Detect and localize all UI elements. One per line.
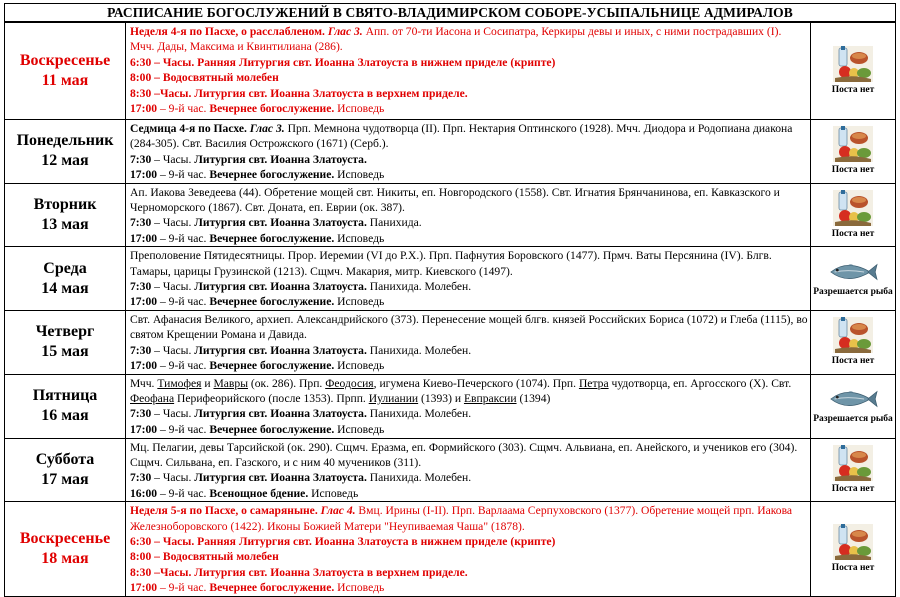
service-line: 8:00 – Водосвятный молебен — [130, 550, 279, 564]
weekday-label: Вторник — [33, 195, 97, 213]
morning-service-line — [130, 279, 808, 294]
day-cell — [5, 23, 126, 120]
fast-cell — [811, 502, 896, 596]
weekday-label: Воскресенье — [19, 529, 111, 547]
commemoration-text: Перифеорийского (после 1353). Прпп. — [174, 391, 369, 405]
evening-service-line — [130, 101, 808, 116]
fast-cell — [811, 438, 896, 502]
service-time: 17:00 — [130, 168, 158, 182]
schedule-row — [5, 374, 896, 438]
fish-icon — [827, 387, 879, 411]
service-name: Литургия свт. Иоанна Златоуста. — [191, 280, 367, 294]
feast-title: Седмица 4-я по Пасхе. — [130, 122, 247, 135]
fast-cell — [811, 183, 896, 247]
services-cell — [126, 120, 811, 184]
saints-commemoration — [130, 248, 808, 279]
morning-service-line — [130, 215, 808, 230]
commemoration-text: Апп. от 70-ти Иасона и Сосипатра, Керкиры девы и иных, с ними пострадавших (I). Мчч. Дады, Максима и Квинтилиана (286). — [130, 25, 782, 54]
weekday-label: Воскресенье — [19, 52, 111, 69]
commemoration-text: (1393) и — [418, 391, 464, 405]
fast-label: Поста нет — [831, 483, 875, 494]
saints-commemoration — [130, 503, 808, 534]
tone-label: Глас 3. — [249, 122, 285, 135]
food-no-fast-icon — [833, 524, 873, 560]
service-extra: Исповедь — [334, 581, 385, 595]
saints-commemoration — [130, 24, 808, 55]
commemoration-text: Ап. Иакова Зеведеева (44). Обретение мощей свт. Никиты, еп. Новгородского (1558). Свт. Игнатия Брянчанинова, еп. Кавказского и Черноморского (1867). Свт. Доната, еп. Еврии (ок. 387). — [130, 185, 780, 215]
service-name: Вечернее богослужение. — [206, 422, 335, 436]
evening-service-line — [130, 294, 808, 309]
service-time: 7:30 — [130, 471, 152, 485]
day-cell — [5, 120, 126, 184]
saints-commemoration — [130, 121, 808, 152]
services-cell — [126, 247, 811, 311]
fast-label: Поста нет — [831, 356, 875, 367]
fast-label: Разрешается рыба — [813, 286, 893, 297]
service-extra: Исповедь — [334, 102, 385, 116]
commemoration-text: Мц. Пелагии, девы Тарсийской (ок. 290). Сщмч. Еразма, еп. Формийского (303). Сщмч. Альвиана, еп. Анейского, и учеников его (304). Сщмч. Сильвана, еп. Газского, и с ним 40 мучеников (311). — [130, 440, 798, 469]
evening-service-line — [130, 231, 808, 246]
service-extra: Исповедь — [334, 422, 385, 436]
food-no-fast-icon — [833, 126, 873, 162]
morning-service-line — [130, 343, 808, 358]
commemoration-text: Свт. Афанасия Великого, архиеп. Александрийского (373). Перенесение мощей блгв. князей Российских Бориса (1072) и Глеба (1115), во святом Крещении Романа и Давида. — [130, 312, 808, 342]
evening-service-line — [130, 486, 808, 501]
morning-service-line — [130, 152, 808, 167]
service-hours: – 9-й час. — [157, 422, 207, 436]
service-extra: Исповедь — [334, 231, 385, 245]
saints-commemoration — [130, 440, 808, 471]
tone-label: Глас 4. — [320, 504, 356, 518]
service-name: Вечернее богослужение. — [206, 231, 335, 245]
service-name: Литургия свт. Иоанна Златоуста. — [191, 216, 367, 230]
service-hours: – 9-й час. — [157, 359, 207, 373]
fast-label: Разрешается рыба — [813, 414, 893, 424]
commemoration-text: Мчч. — [130, 376, 158, 390]
service-name: Всенощное бдение. — [206, 486, 309, 500]
saint-name: Феодосия — [325, 376, 374, 390]
services-cell — [126, 23, 811, 120]
service-time: 17:00 — [130, 231, 158, 245]
date-label: 15 мая — [41, 343, 89, 361]
schedule-row — [5, 183, 896, 247]
service-hours: – Часы. — [151, 216, 192, 230]
morning-service-line — [130, 406, 808, 421]
date-label: 17 мая — [41, 470, 89, 488]
service-name: Литургия свт. Иоанна Златоуста. — [191, 152, 367, 166]
schedule-row — [5, 120, 896, 184]
saint-name: Петра — [578, 376, 609, 390]
services-cell — [126, 183, 811, 247]
evening-service-line — [130, 358, 808, 373]
service-hours: – Часы. — [151, 343, 192, 357]
commemoration-text: (1394) — [516, 391, 551, 405]
service-extra: Исповедь — [334, 359, 385, 373]
service-time: 17:00 — [130, 581, 158, 595]
day-cell — [5, 310, 126, 374]
services-cell — [126, 438, 811, 502]
service-extra: Панихида. Молебен. — [366, 280, 472, 294]
service-hours: – 9-й час. — [157, 486, 207, 500]
service-time: 16:00 — [130, 486, 158, 500]
schedule-table — [4, 22, 896, 597]
food-no-fast-icon — [833, 445, 873, 481]
service-name: Вечернее богослужение. — [206, 581, 335, 595]
commemoration-text: (ок. 286). Прп. — [247, 376, 326, 390]
service-time: 17:00 — [130, 422, 158, 436]
saint-name: Иулиании — [368, 391, 419, 405]
service-hours: – 9-й час. — [157, 581, 207, 595]
service-hours: – Часы. — [151, 471, 192, 485]
service-extra: Исповедь — [334, 295, 385, 309]
evening-service-line — [130, 167, 808, 182]
date-label: 16 мая — [41, 407, 89, 424]
service-hours: – Часы. — [151, 152, 192, 166]
date-label: 13 мая — [41, 215, 89, 233]
commemoration-text: Преполовение Пятидесятницы. Прор. Иеремии (VI до Р.Х.). Прп. Пафнутия Боровского (1477). Прмч. Ваты Персянина (IV). Блгв. Тамары, царицы Грузинской (1213). Сщмч. Макария, митр. Киевского (1497). — [130, 249, 772, 278]
tone-label: Глас 3. — [327, 25, 363, 38]
morning-service-line — [130, 470, 808, 485]
service-line: 8:30 –Часы. Литургия свт. Иоанна Златоуста в верхнем приделе. — [130, 86, 468, 100]
feast-title: Неделя 4-я по Пасхе, о расслабленом. — [130, 25, 325, 38]
service-time: 17:00 — [130, 102, 158, 116]
commemoration-text: Вмц. Ирины (I-II). Прп. Варлаама Серпуховского (1377). Обретение мощей прп. Иакова Железноборовского (1422). Иконы Божией Матери "Неупиваемая Чаша" (1878). — [130, 504, 793, 533]
commemoration-text: чудотворца, еп. Аргосского (X). Свт. — [608, 376, 792, 390]
service-hours: – 9-й час. — [157, 231, 207, 245]
fast-label: Поста нет — [831, 165, 875, 176]
schedule-row — [5, 23, 896, 120]
service-line: 6:30 – Часы. Ранняя Литургия свт. Иоанна Златоуста в нижнем приделе (крипте) — [130, 534, 556, 548]
saints-commemoration — [130, 312, 808, 343]
service-hours: – Часы. — [151, 407, 192, 421]
service-extra: Панихида. Молебен. — [366, 343, 472, 357]
service-extra: Панихида. Молебен. — [366, 471, 472, 485]
service-time: 17:00 — [130, 295, 158, 309]
service-time: 7:30 — [130, 407, 152, 421]
fast-cell — [811, 120, 896, 184]
service-extra: Исповедь — [334, 168, 385, 182]
service-line: 6:30 – Часы. Ранняя Литургия свт. Иоанна Златоуста в нижнем приделе (крипте) — [130, 55, 556, 69]
service-hours: – Часы. — [151, 280, 192, 294]
fast-label: Поста нет — [831, 85, 875, 95]
service-time: 7:30 — [130, 216, 152, 230]
commemoration-text: , игумена Киево-Печерского (1074). Прп. — [373, 376, 579, 390]
day-cell — [5, 438, 126, 502]
saint-name: Евпраксии — [463, 391, 517, 405]
evening-service-line — [130, 580, 808, 595]
service-line: 8:30 –Часы. Литургия свт. Иоанна Златоуста в верхнем приделе. — [130, 565, 468, 579]
weekday-label: Среда — [43, 259, 87, 277]
service-name: Литургия свт. Иоанна Златоуста. — [191, 343, 367, 357]
saint-name: Мавры — [213, 376, 248, 390]
service-time: 17:00 — [130, 359, 158, 373]
feast-title: Неделя 5-я по Пасхе, о самаряныне. — [130, 504, 318, 518]
service-hours: – 9-й час. — [157, 295, 207, 309]
day-cell — [5, 183, 126, 247]
fast-cell — [811, 247, 896, 311]
services-cell — [126, 374, 811, 438]
weekday-label: Суббота — [35, 450, 95, 468]
schedule-row — [5, 438, 896, 502]
service-name: Вечернее богослужение. — [206, 359, 335, 373]
service-name: Вечернее богослужение. — [206, 295, 335, 309]
date-label: 14 мая — [41, 279, 89, 297]
service-hours: – 9-й час. — [157, 102, 207, 116]
service-name: Литургия свт. Иоанна Златоуста. — [191, 471, 367, 485]
service-name: Вечернее богослужение. — [206, 102, 335, 116]
day-cell — [5, 247, 126, 311]
schedule-row — [5, 310, 896, 374]
schedule-row — [5, 502, 896, 596]
day-cell — [5, 374, 126, 438]
schedule-sheet — [4, 3, 896, 597]
service-time: 7:30 — [130, 152, 152, 166]
commemoration-text: и — [201, 376, 214, 390]
weekday-label: Пятница — [32, 387, 98, 404]
services-cell — [126, 310, 811, 374]
service-hours: – 9-й час. — [157, 168, 207, 182]
service-line: 8:00 – Водосвятный молебен — [130, 71, 279, 85]
day-cell — [5, 502, 126, 596]
evening-service-line — [130, 422, 808, 437]
food-no-fast-icon — [833, 190, 873, 226]
weekday-label: Понедельник — [16, 132, 114, 150]
saints-commemoration — [130, 376, 808, 407]
schedule-row — [5, 247, 896, 311]
commemoration-text: Прп. Мемнона чудотворца (II). Прп. Нектария Оптинского (1928). Мчч. Диодора и Родопиана диакона (284-305). Свт. Василия Острожского (1671) (Серб.). — [130, 122, 793, 151]
fast-label: Поста нет — [831, 562, 875, 573]
food-no-fast-icon — [833, 317, 873, 353]
service-extra: Панихида. — [366, 216, 422, 230]
service-extra: Исповедь — [308, 486, 359, 500]
schedule-title: РАСПИСАНИЕ БОГОСЛУЖЕНИЙ В СВЯТО-ВЛАДИМИРСКОМ СОБОРЕ-УСЫПАЛЬНИЦЕ АДМИРАЛОВ — [4, 3, 896, 22]
date-label: 11 мая — [41, 72, 89, 89]
service-time: 7:30 — [130, 280, 152, 294]
services-cell — [126, 502, 811, 596]
date-label: 12 мая — [41, 152, 89, 170]
weekday-label: Четверг — [35, 323, 95, 341]
food-no-fast-icon — [833, 46, 873, 82]
saints-commemoration — [130, 185, 808, 216]
fast-cell — [811, 374, 896, 438]
fast-cell — [811, 23, 896, 120]
fast-cell — [811, 310, 896, 374]
fish-icon — [827, 260, 879, 284]
saint-name: Феофана — [130, 391, 175, 405]
service-name: Литургия свт. Иоанна Златоуста. — [191, 407, 367, 421]
date-label: 18 мая — [41, 549, 89, 567]
service-time: 7:30 — [130, 343, 152, 357]
service-extra: Панихида. Молебен. — [366, 407, 472, 421]
service-name: Вечернее богослужение. — [206, 168, 335, 182]
saint-name: Тимофея — [157, 376, 202, 390]
fast-label: Поста нет — [831, 228, 875, 239]
